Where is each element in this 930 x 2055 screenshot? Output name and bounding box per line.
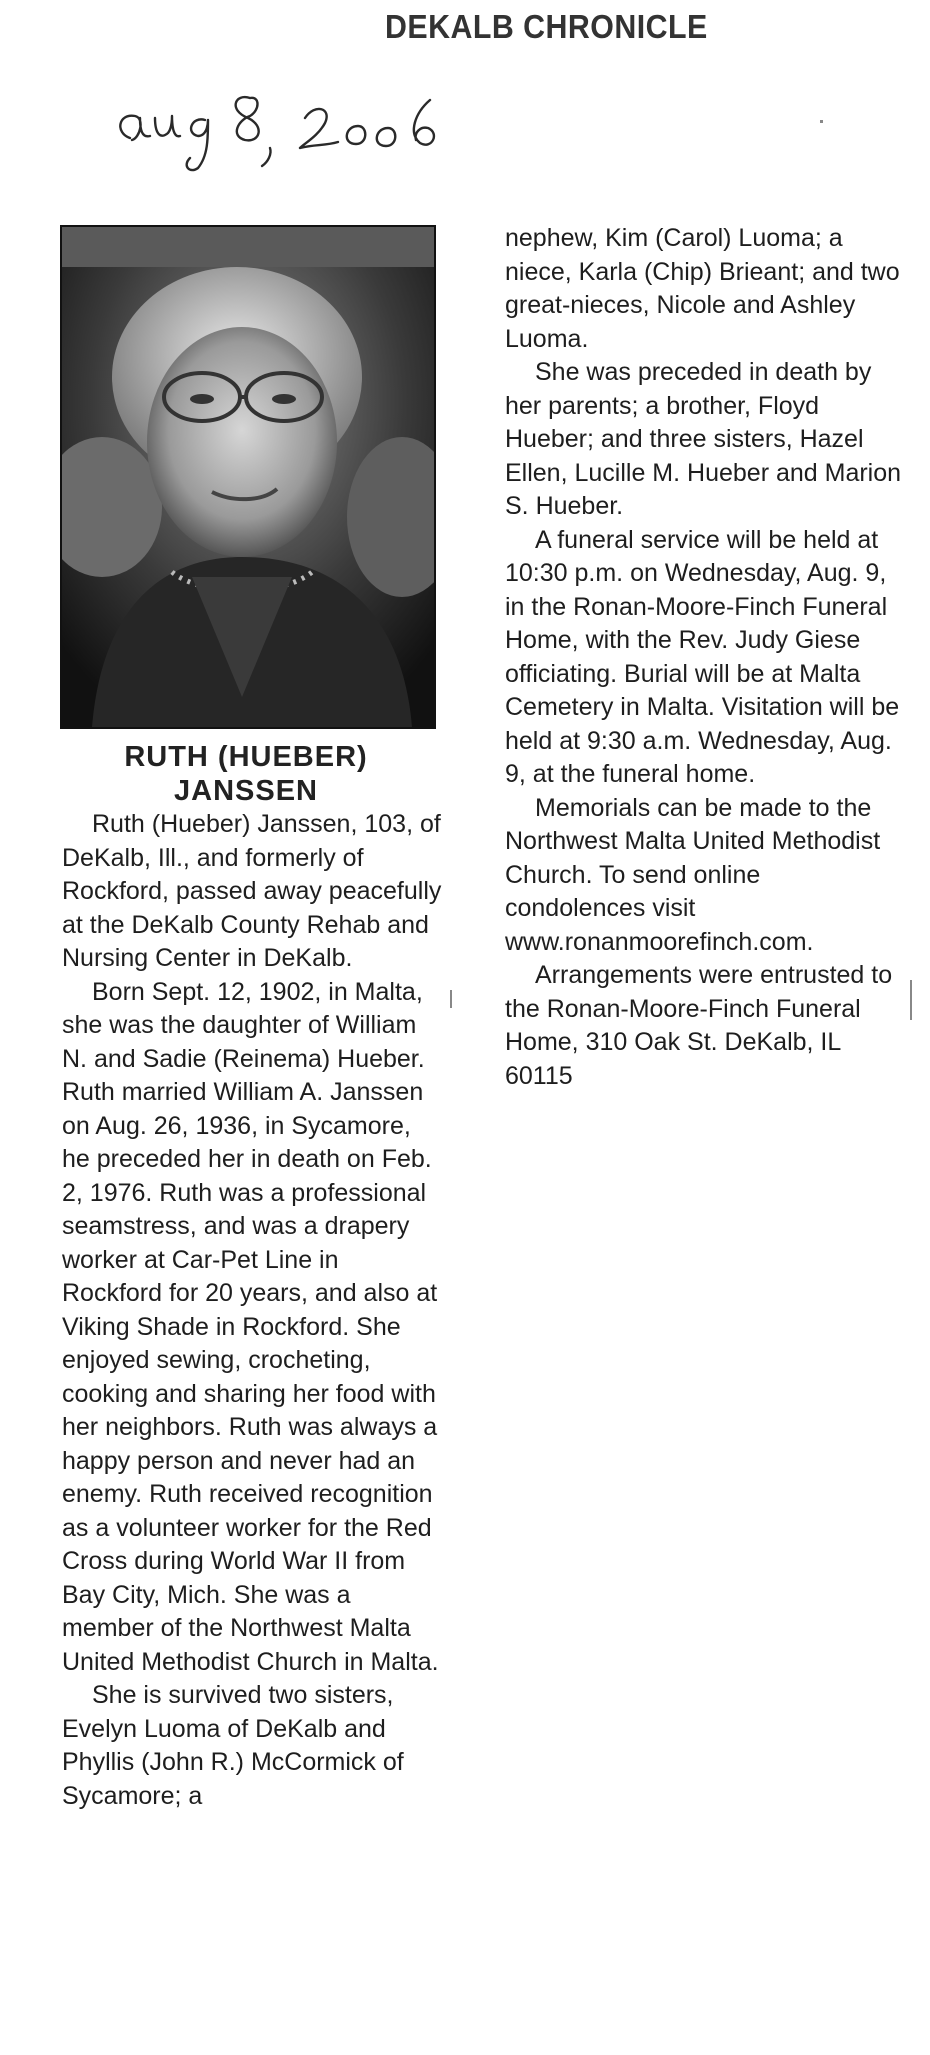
obituary-name-line1: RUTH (HUEBER) bbox=[124, 741, 368, 773]
obituary-heading bbox=[60, 740, 432, 808]
handwritten-date-icon bbox=[110, 78, 510, 173]
scan-speck bbox=[450, 990, 452, 1008]
paragraph: nephew, Kim (Carol) Luoma; a niece, Karla (Chip) Brieant; and two great-nieces, Nicole and Ashley Luoma. bbox=[505, 224, 900, 353]
paragraph: A funeral service will be held at 10:30 p.m. on Wednesday, Aug. 9, in the Ronan-Moore-Finch Funeral Home, with the Rev. Judy Giese officiating. Burial will be at Malta Cemetery in Malta. Visitation will be held at 9:30 a.m. Wednesday, Aug. 9, at the funeral home. bbox=[505, 525, 900, 788]
scan-speck bbox=[820, 120, 823, 123]
newspaper-masthead: DEKALB CHRONICLE bbox=[385, 8, 708, 45]
obituary-column-right bbox=[505, 222, 905, 1093]
paragraph: She was preceded in death by her parents; a brother, Floyd Hueber; and three sisters, Hazel Ellen, Lucille M. Hueber and Marion S. Hueber. bbox=[505, 358, 902, 520]
handwritten-date bbox=[110, 78, 510, 173]
paragraph: Ruth (Hueber) Janssen, 103, of DeKalb, Ill., and formerly of Rockford, passed away peacefully at the DeKalb County Rehab and Nursing Center in DeKalb. bbox=[62, 810, 442, 972]
scan-speck bbox=[910, 980, 912, 1020]
portrait-photo-icon bbox=[62, 227, 434, 727]
paragraph: Memorials can be made to the Northwest Malta United Methodist Church. To send online condolences visit www.ronanmoorefinch.com. bbox=[505, 793, 881, 956]
portrait-photo bbox=[60, 225, 436, 729]
paragraph: Arrangements were entrusted to the Ronan-Moore-Finch Funeral Home, 310 Oak St. DeKalb, IL 60115 bbox=[505, 961, 893, 1090]
obituary-column-left bbox=[62, 808, 442, 1813]
obituary-name-line2: JANSSEN bbox=[174, 775, 318, 807]
paragraph: Born Sept. 12, 1902, in Malta, she was the daughter of William N. and Sadie (Reinema) Hueber. Ruth married William A. Janssen on Aug. 26, 1936, in Sycamore, he preceded her in death on Feb. 2, 1976. Ruth was a professional seamstress, and was a drapery worker at Car-Pet Line in Rockford for 20 years, and also at Viking Shade in Rockford. She enjoyed sewing, crocheting, cooking and sharing her food with her neighbors. Ruth was always a happy person and never had an enemy. Ruth received recognition as a volunteer worker for the Red Cross during World War II from Bay City, Mich. She was a member of the Northwest Malta United Methodist Church in Malta. bbox=[62, 977, 439, 1676]
paragraph: She is survived two sisters, Evelyn Luoma of DeKalb and Phyllis (John R.) McCormick of Sycamore; a bbox=[62, 1681, 404, 1810]
